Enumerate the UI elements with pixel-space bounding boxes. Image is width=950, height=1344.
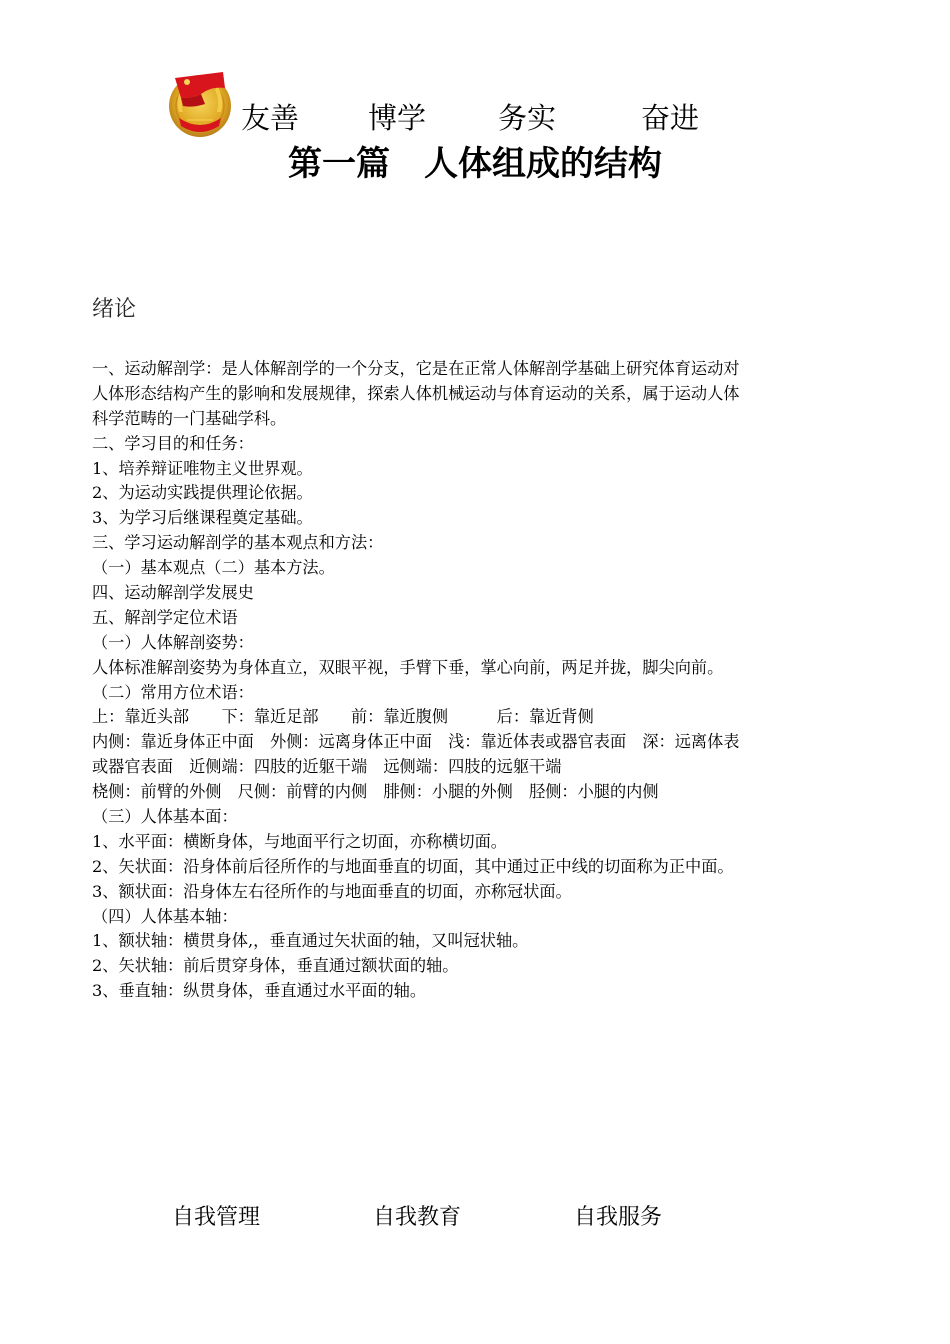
body-line: 3、垂直轴：纵贯身体，垂直通过水平面的轴。 <box>92 981 427 1001</box>
body-line: 二、学习目的和任务： <box>92 433 254 453</box>
body-line: （一）人体解剖姿势： <box>92 632 254 652</box>
body-line: 人体形态结构产生的影响和发展规律，探索人体机械运动与体育运动的关系，属于运动人体 <box>92 383 740 403</box>
body-line: 桡侧：前臂的外侧 尺侧：前臂的内侧 腓侧：小腿的外侧 胫侧：小腿的内侧 <box>92 782 659 802</box>
body-line: （三）人体基本面： <box>92 807 238 827</box>
body-line: 2、矢状面：沿身体前后径所作的与地面垂直的切面，其中通过正中线的切面称为正中面。 <box>92 856 734 876</box>
body-line: 科学范畴的一门基础学科。 <box>92 408 287 428</box>
body-line: 1、额状轴：横贯身体,，垂直通过矢状面的轴，又叫冠状轴。 <box>92 931 529 951</box>
footer-item: 自我管理 <box>172 1205 261 1230</box>
motto-item: 博学 <box>368 101 427 135</box>
body-line: （二）常用方位术语： <box>92 682 254 702</box>
body-line: 3、额状面：沿身体左右径所作的与地面垂直的切面，亦称冠状面。 <box>92 881 572 901</box>
body-line: 三、学习运动解剖学的基本观点和方法： <box>92 533 384 553</box>
body-line: 四、运动解剖学发展史 <box>92 583 254 603</box>
section-heading: 绪论 <box>92 297 137 322</box>
footer <box>0 1200 950 1232</box>
footer-item: 自我教育 <box>373 1205 462 1230</box>
body-line: 内侧：靠近身体正中面 外侧：远离身体正中面 浅：靠近体表或器官表面 深：远离体表 <box>92 732 740 752</box>
body-line: （一）基本观点（二）基本方法。 <box>92 558 335 578</box>
body-line: 五、解剖学定位术语 <box>92 607 238 627</box>
body-line: 上：靠近头部 下：靠近足部 前：靠近腹侧 后：靠近背侧 <box>92 707 594 727</box>
body-line: 一、运动解剖学：是人体解剖学的一个分支，它是在正常人体解剖学基础上研究体育运动对 <box>92 359 740 378</box>
motto-item: 务实 <box>498 101 557 135</box>
motto-item: 友善 <box>241 101 300 135</box>
body-line: 2、矢状轴：前后贯穿身体，垂直通过额状面的轴。 <box>92 956 459 976</box>
motto-item: 奋进 <box>641 101 700 135</box>
body-text <box>92 357 872 1004</box>
page-title: 第一篇 人体组成的结构 <box>288 144 662 184</box>
body-line: 1、培养辩证唯物主义世界观。 <box>92 458 313 478</box>
body-line: （四）人体基本轴： <box>92 906 238 926</box>
body-line: 或器官表面 近侧端：四肢的近躯干端 远侧端：四肢的远躯干端 <box>92 757 562 777</box>
body-line: 1、水平面：横断身体，与地面平行之切面，亦称横切面。 <box>92 831 507 851</box>
body-line: 2、为运动实践提供理论依据。 <box>92 483 313 503</box>
motto <box>0 96 950 136</box>
body-line: 3、为学习后继课程奠定基础。 <box>92 508 313 528</box>
footer-item: 自我服务 <box>574 1205 663 1230</box>
body-line: 人体标准解剖姿势为身体直立，双眼平视，手臂下垂，掌心向前，两足并拢，脚尖向前。 <box>92 657 724 677</box>
